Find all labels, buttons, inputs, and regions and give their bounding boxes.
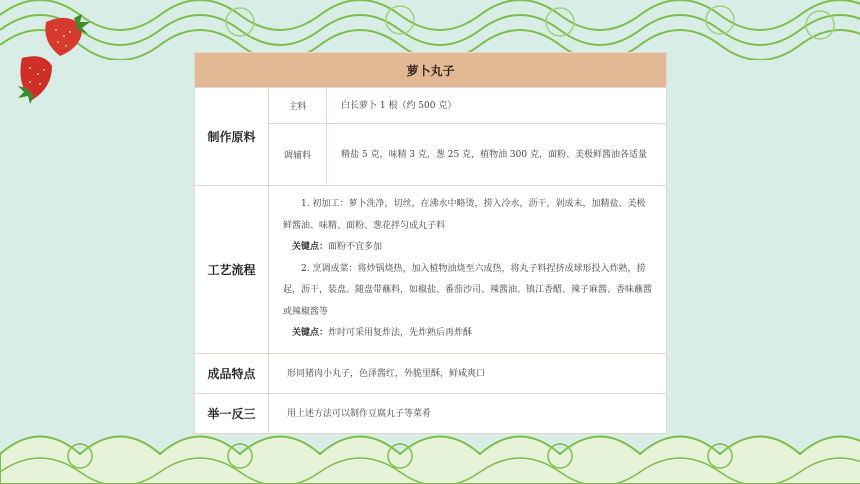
title-row bbox=[195, 53, 667, 88]
variation-row bbox=[195, 394, 667, 434]
ingredients-category: 制作原料 bbox=[195, 88, 269, 186]
key-point-label: 关键点： bbox=[292, 328, 329, 339]
wave-pattern-top bbox=[0, 0, 860, 60]
features-category: 成品特点 bbox=[195, 354, 269, 394]
variation-category: 举一反三 bbox=[195, 394, 269, 434]
features-row bbox=[195, 354, 667, 394]
aux-ingredient-label: 调辅料 bbox=[269, 124, 327, 186]
recipe-card bbox=[194, 52, 667, 434]
process-content bbox=[269, 186, 667, 354]
process-step-2: 2. 烹调成菜：将炒锅烧热，加入植物油烧至六成热，将丸子料捏挤成球形投入炸熟，捞起，沥干，装盘。随盘带蘸料，如椒盐、番茄沙司、辣酱油、镇江香醋、辣子麻酱、香味蘸酱或辣椒酱等 bbox=[283, 263, 653, 317]
recipe-table bbox=[194, 52, 667, 434]
key-point-2 bbox=[283, 323, 652, 345]
key-point-label: 关键点： bbox=[292, 242, 329, 253]
strawberry-icon bbox=[14, 52, 58, 104]
key-point-text: 面粉不宜多加 bbox=[328, 242, 383, 253]
variation-text: 用上述方法可以制作豆腐丸子等菜肴 bbox=[269, 394, 667, 434]
process-step-1: 1. 初加工：萝卜洗净，切丝，在沸水中略烫，捞入冷水，沥干，剁成末，加精盐、美极鲜酱油、味精、面粉、葱花拌匀成丸子料 bbox=[283, 199, 646, 231]
key-point-1 bbox=[283, 237, 652, 259]
aux-ingredient-value: 精盐 5 克，味精 3 克，葱 25 克，植物油 300 克，面粉、美极鲜酱油各适量 bbox=[327, 124, 667, 186]
main-ingredient-label: 主料 bbox=[269, 88, 327, 124]
process-row bbox=[195, 186, 667, 354]
recipe-title: 萝卜丸子 bbox=[195, 53, 667, 88]
features-text: 形同猪肉小丸子，色泽酱红，外脆里酥，鲜咸爽口 bbox=[269, 354, 667, 394]
main-ingredient-value: 白长萝卜 1 根（约 500 克） bbox=[327, 88, 667, 124]
key-point-text: 炸时可采用复炸法，先炸熟后再炸酥 bbox=[328, 328, 473, 339]
main-ingredient-row bbox=[195, 88, 667, 124]
process-category: 工艺流程 bbox=[195, 186, 269, 354]
